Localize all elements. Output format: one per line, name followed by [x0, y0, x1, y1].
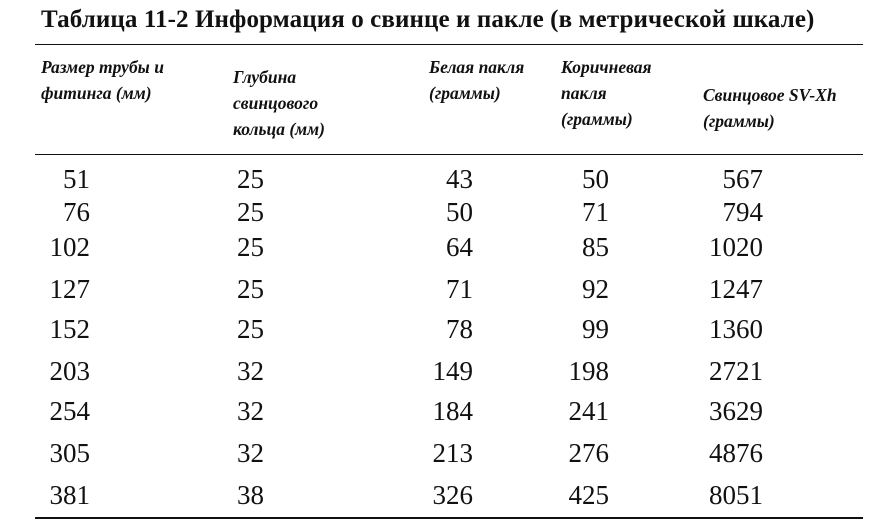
cell-lead-sv-xh: 1247 — [709, 274, 763, 304]
header-white-oakum-line-1: Белая пакля — [429, 57, 525, 77]
table-title: Таблица 11-2 Информация о свинце и пакле (в метрической шкале) — [41, 6, 815, 33]
header-brown-oakum — [561, 54, 652, 132]
cell-ring-depth: 25 — [237, 274, 264, 304]
cell-brown-oakum: 241 — [568, 396, 609, 426]
cell-lead-sv-xh: 794 — [722, 197, 763, 227]
header-pipe-size-line-2: фитинга (мм) — [41, 83, 152, 103]
header-white-oakum-line-2: (граммы) — [429, 83, 501, 103]
bottom-rule — [35, 517, 863, 519]
cell-white-oakum: 326 — [432, 480, 473, 510]
header-brown-oakum-line-1: Коричневая — [561, 57, 652, 77]
header-lead-ring-depth — [233, 64, 325, 142]
cell-brown-oakum: 71 — [582, 197, 609, 227]
cell-ring-depth: 38 — [237, 480, 264, 510]
cell-pipe-size: 254 — [49, 396, 90, 426]
header-lead-sv-xh-line-2: (граммы) — [703, 111, 775, 131]
cell-lead-sv-xh: 1020 — [709, 232, 763, 262]
cell-white-oakum: 213 — [432, 438, 473, 468]
header-pipe-size — [41, 54, 164, 106]
header-lead-sv-xh-line-1: Свинцовое SV-Xh — [703, 85, 837, 105]
cell-lead-sv-xh: 1360 — [709, 314, 763, 344]
cell-white-oakum: 50 — [446, 197, 473, 227]
cell-pipe-size: 127 — [49, 274, 90, 304]
cell-white-oakum: 149 — [432, 356, 473, 386]
header-lead-ring-depth-line-2: свинцового — [233, 93, 319, 113]
header-lead-sv-xh — [703, 82, 837, 134]
cell-ring-depth: 32 — [237, 438, 264, 468]
top-rule — [35, 44, 863, 45]
cell-white-oakum: 64 — [446, 232, 473, 262]
header-pipe-size-line-1: Размер трубы и — [41, 57, 164, 77]
cell-lead-sv-xh: 3629 — [709, 396, 763, 426]
cell-pipe-size: 305 — [49, 438, 90, 468]
header-lead-ring-depth-line-1: Глубина — [233, 67, 297, 87]
header-rule — [35, 154, 863, 155]
cell-ring-depth: 25 — [237, 232, 264, 262]
cell-brown-oakum: 276 — [568, 438, 609, 468]
cell-white-oakum: 184 — [432, 396, 473, 426]
cell-brown-oakum: 425 — [568, 480, 609, 510]
cell-pipe-size: 152 — [49, 314, 90, 344]
cell-pipe-size: 102 — [49, 232, 90, 262]
cell-ring-depth: 32 — [237, 396, 264, 426]
cell-lead-sv-xh: 4876 — [709, 438, 763, 468]
cell-white-oakum: 43 — [446, 164, 473, 194]
header-white-oakum — [429, 54, 524, 106]
cell-lead-sv-xh: 8051 — [709, 480, 763, 510]
cell-brown-oakum: 50 — [582, 164, 609, 194]
cell-pipe-size: 203 — [49, 356, 90, 386]
cell-ring-depth: 32 — [237, 356, 264, 386]
header-lead-ring-depth-line-3: кольца (мм) — [233, 119, 325, 139]
cell-pipe-size: 51 — [63, 164, 90, 194]
cell-ring-depth: 25 — [237, 314, 264, 344]
cell-brown-oakum: 85 — [582, 232, 609, 262]
cell-white-oakum: 71 — [446, 274, 473, 304]
cell-ring-depth: 25 — [237, 164, 264, 194]
cell-brown-oakum: 99 — [582, 314, 609, 344]
header-brown-oakum-line-3: (граммы) — [561, 109, 633, 129]
cell-pipe-size: 76 — [63, 197, 90, 227]
cell-pipe-size: 381 — [49, 480, 90, 510]
cell-ring-depth: 25 — [237, 197, 264, 227]
cell-brown-oakum: 92 — [582, 274, 609, 304]
cell-lead-sv-xh: 567 — [722, 164, 763, 194]
cell-brown-oakum: 198 — [568, 356, 609, 386]
header-brown-oakum-line-2: пакля — [561, 83, 607, 103]
cell-white-oakum: 78 — [446, 314, 473, 344]
cell-lead-sv-xh: 2721 — [709, 356, 763, 386]
